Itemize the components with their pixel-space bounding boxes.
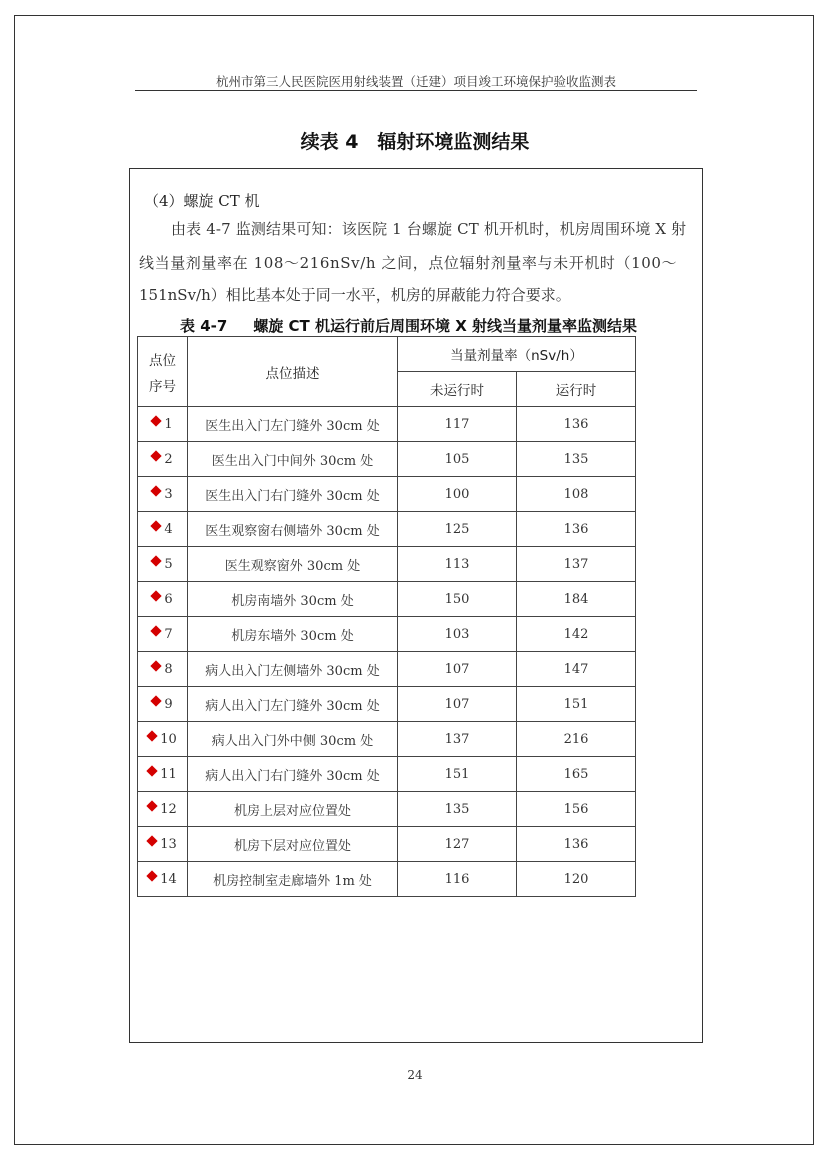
rate-not-running: 116 [398, 862, 517, 897]
table-caption-title: 螺旋 CT 机运行前后周围环境 X 射线当量剂量率监测结果 [253, 317, 638, 335]
rate-running: 136 [517, 407, 636, 442]
rate-running: 120 [517, 862, 636, 897]
table-row [138, 792, 636, 827]
table-row [138, 582, 636, 617]
point-index-cell [138, 477, 188, 512]
red-diamond-icon [151, 625, 162, 636]
point-index: 11 [160, 766, 177, 782]
point-description: 医生出入门中间外 30cm 处 [188, 442, 398, 477]
rate-not-running: 100 [398, 477, 517, 512]
red-diamond-icon [151, 555, 162, 566]
point-index: 13 [160, 836, 177, 852]
rate-running: 135 [517, 442, 636, 477]
red-diamond-icon [151, 485, 162, 496]
point-index: 7 [164, 626, 173, 642]
rate-running: 165 [517, 757, 636, 792]
section-heading: （4）螺旋 CT 机 [144, 192, 260, 210]
red-diamond-icon [151, 590, 162, 601]
header-not-running: 未运行时 [398, 372, 517, 407]
table-row [138, 652, 636, 687]
rate-running: 151 [517, 687, 636, 722]
table-row [138, 687, 636, 722]
rate-not-running: 150 [398, 582, 517, 617]
red-diamond-icon [151, 450, 162, 461]
table-row [138, 722, 636, 757]
point-index: 10 [160, 731, 177, 747]
point-description: 病人出入门右门缝外 30cm 处 [188, 757, 398, 792]
rate-not-running: 117 [398, 407, 517, 442]
rate-not-running: 107 [398, 687, 517, 722]
rate-not-running: 137 [398, 722, 517, 757]
point-description: 医生出入门右门缝外 30cm 处 [188, 477, 398, 512]
table-row [138, 862, 636, 897]
rate-running: 136 [517, 827, 636, 862]
rate-running: 137 [517, 547, 636, 582]
rate-not-running: 151 [398, 757, 517, 792]
point-index: 4 [164, 521, 173, 537]
rate-running: 136 [517, 512, 636, 547]
rate-running: 156 [517, 792, 636, 827]
rate-not-running: 103 [398, 617, 517, 652]
point-index-cell [138, 617, 188, 652]
header-running: 运行时 [517, 372, 636, 407]
header-point-index-line1: 点位 [149, 352, 176, 369]
point-index: 12 [160, 801, 177, 817]
red-diamond-icon [147, 730, 158, 741]
rate-not-running: 113 [398, 547, 517, 582]
point-description: 病人出入门左侧墙外 30cm 处 [188, 652, 398, 687]
results-table [137, 336, 636, 897]
point-index-cell [138, 442, 188, 477]
red-diamond-icon [147, 765, 158, 776]
header-rate-group: 当量剂量率（nSv/h） [398, 337, 636, 372]
header-rule [135, 90, 697, 91]
rate-not-running: 125 [398, 512, 517, 547]
table-row [138, 547, 636, 582]
point-index: 14 [160, 871, 177, 887]
red-diamond-icon [147, 835, 158, 846]
point-index-cell [138, 792, 188, 827]
point-index: 1 [164, 416, 173, 432]
point-description: 机房控制室走廊墙外 1m 处 [188, 862, 398, 897]
point-description: 机房上层对应位置处 [188, 792, 398, 827]
red-diamond-icon [151, 660, 162, 671]
table-body [138, 407, 636, 897]
rate-running: 216 [517, 722, 636, 757]
point-description: 病人出入门外中侧 30cm 处 [188, 722, 398, 757]
table-row [138, 477, 636, 512]
point-index-cell [138, 722, 188, 757]
point-description: 病人出入门左门缝外 30cm 处 [188, 687, 398, 722]
red-diamond-icon [151, 415, 162, 426]
paragraph-line-2: 线当量剂量率在 108～216nSv/h 之间，点位辐射剂量率与未开机时（100～ [139, 254, 678, 272]
rate-running: 142 [517, 617, 636, 652]
table-header-row-1 [138, 337, 636, 372]
header-point-desc: 点位描述 [188, 337, 398, 407]
point-description: 机房下层对应位置处 [188, 827, 398, 862]
paragraph-line-3: 151nSv/h）相比基本处于同一水平，机房的屏蔽能力符合要求。 [139, 286, 571, 304]
point-description: 机房南墙外 30cm 处 [188, 582, 398, 617]
point-description: 机房东墙外 30cm 处 [188, 617, 398, 652]
rate-not-running: 127 [398, 827, 517, 862]
rate-running: 147 [517, 652, 636, 687]
point-index-cell [138, 512, 188, 547]
point-index-cell [138, 652, 188, 687]
point-index-cell [138, 547, 188, 582]
rate-not-running: 107 [398, 652, 517, 687]
red-diamond-icon [147, 870, 158, 881]
rate-running: 184 [517, 582, 636, 617]
point-index: 3 [164, 486, 173, 502]
point-index-cell [138, 582, 188, 617]
table-row [138, 512, 636, 547]
point-index-cell [138, 687, 188, 722]
table-row [138, 407, 636, 442]
paragraph-line-1: 由表 4-7 监测结果可知：该医院 1 台螺旋 CT 机开机时，机房周围环境 X 射 [171, 220, 687, 238]
rate-running: 108 [517, 477, 636, 512]
point-index: 2 [164, 451, 173, 467]
point-index-cell [138, 862, 188, 897]
red-diamond-icon [147, 800, 158, 811]
point-index-cell [138, 407, 188, 442]
point-description: 医生观察窗右侧墙外 30cm 处 [188, 512, 398, 547]
point-index: 8 [164, 661, 173, 677]
table-caption [180, 315, 637, 336]
table-row [138, 827, 636, 862]
page-title: 续表 4 辐射环境监测结果 [300, 131, 530, 153]
header-point-index-line2: 序号 [149, 378, 176, 395]
point-description: 医生观察窗外 30cm 处 [188, 547, 398, 582]
red-diamond-icon [151, 695, 162, 706]
table-row [138, 617, 636, 652]
point-index: 5 [164, 556, 173, 572]
point-description: 医生出入门左门缝外 30cm 处 [188, 407, 398, 442]
point-index-cell [138, 827, 188, 862]
running-header: 杭州市第三人民医院医用射线装置（迁建）项目竣工环境保护验收监测表 [215, 74, 616, 89]
table-row [138, 442, 636, 477]
point-index: 6 [164, 591, 173, 607]
point-index-cell [138, 757, 188, 792]
rate-not-running: 105 [398, 442, 517, 477]
page-number: 24 [407, 1068, 423, 1082]
point-index: 9 [164, 696, 173, 712]
red-diamond-icon [151, 520, 162, 531]
header-point-index [138, 337, 188, 407]
table-row [138, 757, 636, 792]
table-caption-number: 表 4-7 [180, 317, 228, 335]
rate-not-running: 135 [398, 792, 517, 827]
